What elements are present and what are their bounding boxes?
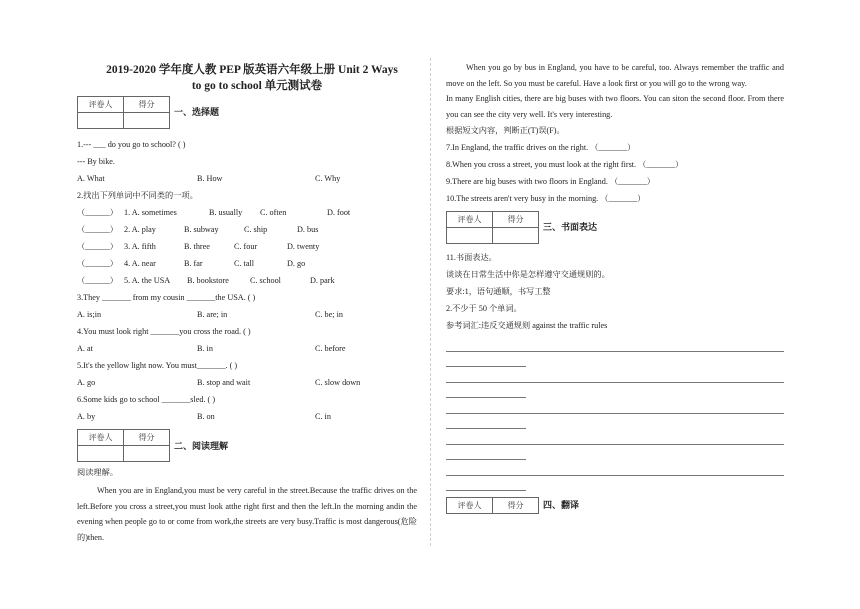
answer-blank[interactable]: （______） [77,242,118,251]
grader-cell[interactable] [447,228,493,244]
grader-header: 评卷人 [447,212,493,228]
q2-option-a: 2. A. play [124,225,156,234]
answer-blank[interactable]: （______） [77,208,118,217]
score-table [77,429,170,462]
reading-instruction: 根据短文内容，判断正(T)误(F)。 [446,126,565,135]
grader-cell[interactable] [78,113,124,129]
writing-requirement-2: 2.不少于 50 个单词。 [446,304,522,313]
score-header: 得分 [124,97,170,113]
score-table [77,96,170,129]
score-cell[interactable] [493,228,539,244]
score-box-section-1 [77,96,417,136]
q2-option-c: C. four [234,242,258,251]
q2-option-d: D. park [310,276,335,285]
q2-option-b: B. subway [184,225,219,234]
q1-option-a[interactable]: A. What [77,174,105,183]
q2-option-d: D. bus [297,225,319,234]
q2-option-c: C. tall [234,259,255,268]
writing-prompt: 谈谈在日常生活中你是怎样遵守交通规则的。 [446,270,610,279]
q5-option-b[interactable]: B. stop and wait [197,378,251,387]
q6-option-b[interactable]: B. on [197,412,215,421]
writing-requirement-1: 要求:1，语句通顺，书写工整 [446,287,551,296]
writing-line[interactable] [446,383,526,399]
q1-options [77,170,417,187]
q2-option-c: C. ship [244,225,268,234]
q1-text2: --- By bike. [77,157,115,166]
q2-option-b: B. bookstore [187,276,229,285]
q9-text: 9.There are big buses with two floors in England. （_______） [446,177,655,186]
q4-option-b[interactable]: B. in [197,344,213,353]
q2-option-a: 1. A. sometimes [124,208,177,217]
grader-header: 评卷人 [78,430,124,446]
section-heading-4: 四、翻译 [543,500,580,510]
score-header: 得分 [124,430,170,446]
q11-text: 11.书面表达。 [446,253,497,262]
writing-line[interactable] [446,336,784,352]
q2-option-d: D. foot [327,208,351,217]
q10-text: 10.The streets aren't very busy in the morning. （_______） [446,194,646,203]
q6-options [77,408,417,425]
answer-blank[interactable]: （______） [77,259,118,268]
grader-header: 评卷人 [78,97,124,113]
section-heading-2: 二、阅读理解 [174,441,229,451]
section-heading-3: 三、书面表达 [543,222,598,232]
q5-options [77,374,417,391]
q6-option-c[interactable]: C. in [315,412,331,421]
score-cell[interactable] [124,113,170,129]
q2-option-a: 5. A. the USA [124,276,171,285]
answer-blank[interactable]: （______） [77,225,118,234]
q5-option-a[interactable]: A. go [77,378,96,387]
q3-option-a[interactable]: A. is;in [77,310,102,319]
q6-text: 6.Some kids go to school _______sled. ( ) [77,395,216,404]
q4-option-c[interactable]: C. before [315,344,346,353]
q2-option-b: B. three [184,242,210,251]
q2-option-a: 4. A. near [124,259,156,268]
q2-item-1 [77,204,417,221]
writing-line[interactable] [446,414,526,430]
title-line-1: 2019-2020 学年度人教 PEP 版英语六年级上册 Unit 2 Ways [106,64,398,76]
q2-item-4 [77,255,417,272]
q1-option-c[interactable]: C. Why [315,174,341,183]
score-table [446,211,539,244]
score-table [446,497,539,514]
reading-intro: 阅读理解。 [77,468,118,477]
score-cell[interactable] [124,446,170,462]
q6-option-a[interactable]: A. by [77,412,96,421]
grader-header: 评卷人 [447,498,493,514]
writing-vocab: 参考词汇:违反交通规则 against the traffic rules [446,321,608,330]
right-column [446,62,784,527]
grader-cell[interactable] [78,446,124,462]
q2-option-b: B. usually [209,208,243,217]
writing-line[interactable] [446,367,784,383]
writing-line[interactable] [446,429,784,445]
q4-options [77,340,417,357]
q2-option-a: 3. A. fifth [124,242,156,251]
score-header: 得分 [493,498,539,514]
q2-option-d: D. go [287,259,306,268]
title-line-2: to go to school 单元测试卷 [191,80,323,92]
reading-passage-p2: When you go by bus in England, you have to be careful, too. Always remember the traffic and move on the left. So you must be careful. Have a look first or you will go to the wrong way. [446,63,784,88]
q3-option-b[interactable]: B. are; in [197,310,228,319]
q2-option-b: B. far [184,259,203,268]
score-box-section-4 [446,497,784,527]
q3-text: 3.They _______ from my cousin _______the USA. ( ) [77,293,256,302]
page-title [77,62,417,94]
q2-item-5 [77,272,417,289]
writing-area[interactable] [446,336,784,491]
left-column [77,62,417,545]
q7-text: 7.In England, the traffic drives on the right. （_______） [446,143,636,152]
q2-item-3 [77,238,417,255]
writing-line[interactable] [446,445,526,461]
score-box-section-3 [446,211,784,249]
writing-line[interactable] [446,398,784,414]
score-box-section-2 [77,429,417,467]
writing-line[interactable] [446,352,526,368]
q2-option-c: C. school [250,276,281,285]
section-heading-1: 一、选择题 [174,107,220,117]
q5-option-c[interactable]: C. slow down [315,378,361,387]
q3-options [77,306,417,323]
q5-text: 5.It's the yellow light now. You must_______. ( ) [77,361,238,370]
q3-option-c[interactable]: C. be; in [315,310,343,319]
reading-passage-p3: In many English cities, there are big buses with two floors. You can siton the second floor. From there you can see the city very well. It's very interesting. [446,94,784,119]
q2-item-2 [77,221,417,238]
q4-option-a[interactable]: A. at [77,344,93,353]
q2-option-d: D. twenty [287,242,320,251]
answer-blank[interactable]: （______） [77,276,118,285]
q8-text: 8.When you cross a street, you must look at the right first. （_______） [446,160,684,169]
q2-text: 2.找出下列单词中不同类的一项。 [77,191,198,200]
q1-option-b[interactable]: B. How [197,174,223,183]
writing-line[interactable] [446,460,784,476]
q2-option-c: C. often [260,208,287,217]
reading-passage-p1: When you are in England,you must be very careful in the street.Because the traffic drives on the left.Before you cross a street,you must look atthe right first and then the left.In the morning andin the evening when people go to or come from work,the streets are very busy.Traffic is most dangerous(危险的)then. [77,486,417,542]
column-divider [430,58,431,546]
score-header: 得分 [493,212,539,228]
q4-text: 4.You must look right _______you cross the road. ( ) [77,327,251,336]
writing-line[interactable] [446,476,526,492]
q1-text: 1.--- ___ do you go to school? ( ) [77,140,186,149]
